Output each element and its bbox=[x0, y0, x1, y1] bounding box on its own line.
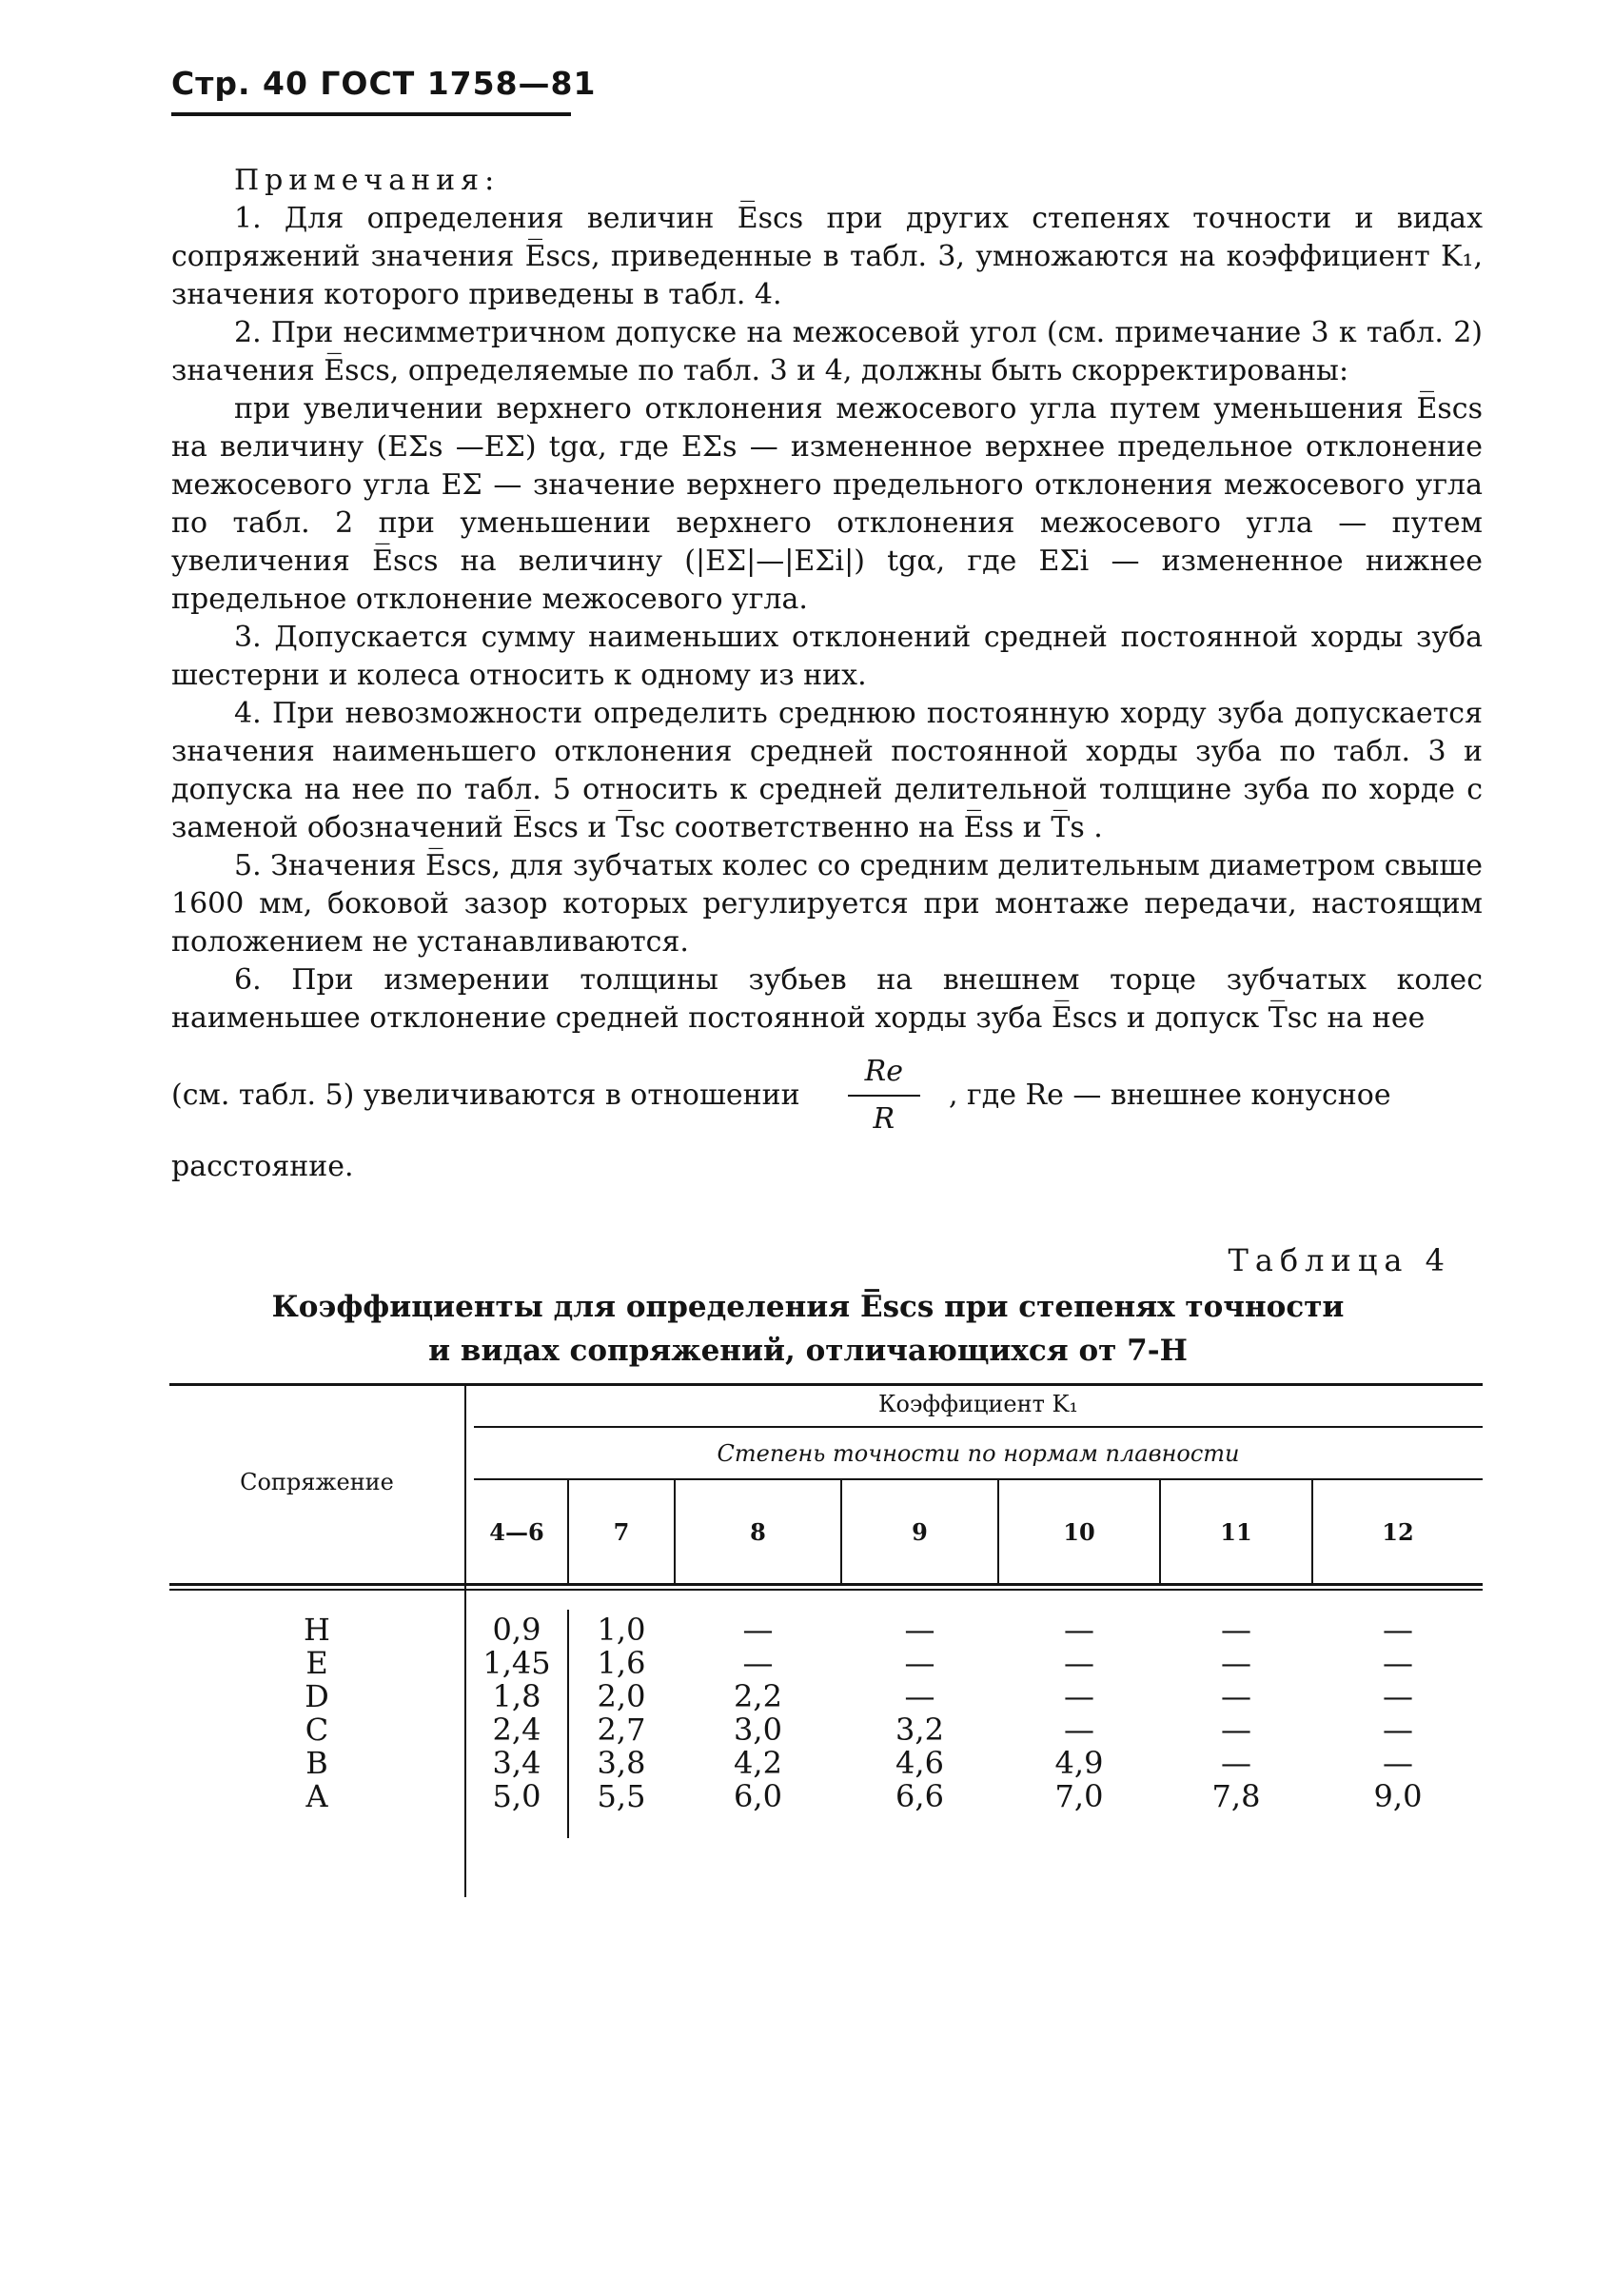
note-4: 4. При невозможности определить среднюю постоянную хорду зуба допускается значения наименьшего отклонения средней постоянной хорды зуба по табл. 3 и допуска на нее по табл. 5 относить к средней делительной толщине зуба по хорде с заменой обозначений E̅scs и T̅sc соответственно на E̅ss и T̅s . bbox=[171, 697, 1483, 844]
table-cell: 9,0 bbox=[1373, 1778, 1423, 1814]
ratio-fraction bbox=[848, 1053, 920, 1138]
table-rule-below-coef bbox=[474, 1426, 1483, 1428]
table-cell: 7,8 bbox=[1211, 1778, 1261, 1814]
table-cell: 3,2 bbox=[895, 1712, 944, 1748]
page-header: Стр. 40 ГОСТ 1758—81 bbox=[171, 65, 597, 102]
table-cell: 5,5 bbox=[597, 1778, 646, 1814]
note-6: 6. При измерении толщины зубьев на внешнем торце зубчатых колес наименьшее отклонение средней постоянной хорды зуба E̅scs и допуск T̅sc на нее bbox=[171, 963, 1483, 1035]
table-cell: — bbox=[1383, 1678, 1413, 1714]
table-cell: 1,8 bbox=[492, 1678, 541, 1714]
table-cell: 2,2 bbox=[734, 1678, 782, 1714]
note-6-ratio-text: (см. табл. 5) увеличиваются в отношении bbox=[171, 1079, 800, 1112]
table-cell: — bbox=[1221, 1712, 1251, 1748]
table-cell: 4,6 bbox=[895, 1745, 944, 1781]
col-header-9: 9 bbox=[912, 1518, 928, 1546]
table-cell: — bbox=[742, 1645, 774, 1681]
table-cell: 2,4 bbox=[492, 1712, 541, 1748]
col-header-12: 12 bbox=[1382, 1518, 1414, 1546]
row-label: В bbox=[305, 1745, 328, 1781]
note-1: 1. Для определения величин E̅scs при других степенях точности и видах сопряжений значения E̅scs, приведенные в табл. 3, умножаются на коэффициент K₁, значения которого приведены в табл. 4. bbox=[171, 202, 1483, 311]
table-cell: — bbox=[1221, 1645, 1251, 1681]
header-coefficient: Коэффициент K₁ bbox=[877, 1391, 1079, 1417]
table-row bbox=[169, 1713, 1483, 1747]
fraction-numerator: Re bbox=[848, 1053, 920, 1097]
table-cell: 6,6 bbox=[895, 1778, 944, 1814]
table-cell: — bbox=[1064, 1645, 1094, 1681]
table-row bbox=[169, 1680, 1483, 1713]
note-2: 2. При несимметричном допуске на межосевой угол (см. примечание 3 к табл. 2) значения E̅scs, определяемые по табл. 3 и 4, должны быть скорректированы: bbox=[171, 316, 1483, 387]
col-header-10: 10 bbox=[1063, 1518, 1095, 1546]
row-label: Е bbox=[305, 1645, 328, 1681]
table-row bbox=[169, 1647, 1483, 1680]
table-cell: — bbox=[742, 1612, 774, 1648]
table-title bbox=[171, 1285, 1445, 1373]
table-cell: 4,9 bbox=[1054, 1745, 1104, 1781]
notes-heading: Примечания: bbox=[234, 164, 501, 197]
table-cell: 7,0 bbox=[1054, 1778, 1104, 1814]
table-title-line-2: и видах сопряжений, отличающихся от 7-Н bbox=[428, 1334, 1188, 1368]
table-body bbox=[169, 1613, 1483, 1842]
note-6-end: расстояние. bbox=[171, 1150, 354, 1183]
table-cell: — bbox=[1064, 1678, 1094, 1714]
table-cell: 3,4 bbox=[492, 1745, 541, 1781]
note-6-ratio-tail: , где Re — внешнее конусное bbox=[948, 1079, 1391, 1112]
col-header-4-6: 4—6 bbox=[489, 1518, 544, 1546]
col-header-7: 7 bbox=[613, 1518, 630, 1546]
table-row bbox=[169, 1747, 1483, 1780]
table-cell: — bbox=[1221, 1612, 1251, 1648]
note-3: 3. Допускается сумму наименьших отклонений средней постоянной хорды зуба шестерни и колеса относить к одному из них. bbox=[171, 621, 1483, 692]
table-cell: — bbox=[904, 1612, 935, 1648]
table-cell: 2,7 bbox=[597, 1712, 646, 1748]
row-label: С bbox=[305, 1712, 329, 1748]
table-row bbox=[169, 1780, 1483, 1813]
table-rule-below-degree bbox=[474, 1478, 1483, 1480]
notes-section bbox=[171, 162, 1483, 1186]
table-cell: 6,0 bbox=[734, 1778, 782, 1814]
table-cell: — bbox=[1383, 1612, 1413, 1648]
table-cell: — bbox=[1383, 1645, 1413, 1681]
table-cell: — bbox=[1064, 1612, 1094, 1648]
table-cell: 1,0 bbox=[597, 1612, 646, 1648]
table-header-bottom-rule bbox=[169, 1583, 1483, 1586]
table-cell: — bbox=[1383, 1712, 1413, 1748]
table-label: Таблица 4 bbox=[1228, 1242, 1451, 1278]
col-header-8: 8 bbox=[750, 1518, 766, 1546]
row-label: А bbox=[305, 1778, 329, 1814]
table-top-rule bbox=[169, 1383, 1483, 1386]
table-cell: 3,0 bbox=[734, 1712, 782, 1748]
table-cell: 5,0 bbox=[492, 1778, 541, 1814]
table-row bbox=[169, 1613, 1483, 1647]
header-mating: Сопряжение bbox=[240, 1469, 394, 1495]
fraction-denominator: R bbox=[873, 1102, 895, 1136]
note-2-continuation: при увеличении верхнего отклонения межосевого угла путем уменьшения E̅scs на величину (EΣs —EΣ) tgα, где EΣs — измененное верхнее предельное отклонение межосевого угла EΣ — значение верхнего предельного отклонения межосевого угла по табл. 2 при уменьшении верхнего отклонения межосевого угла — путем увеличения E̅scs на величину (|EΣ|—|EΣi|) tgα, где EΣi — измененное нижнее предельное отклонение межосевого угла. bbox=[171, 392, 1483, 616]
table-cell: 0,9 bbox=[492, 1612, 541, 1648]
col-header-11: 11 bbox=[1220, 1518, 1252, 1546]
table-cell: 3,8 bbox=[597, 1745, 646, 1781]
table-cell: 1,45 bbox=[482, 1645, 551, 1681]
note-5: 5. Значения E̅scs, для зубчатых колес со средним делительным диаметром свыше 1600 мм, боковой зазор которых регулируется при монтаже передачи, настоящим положением не устанавливаются. bbox=[171, 849, 1483, 959]
table-cell: — bbox=[904, 1678, 935, 1714]
header-accuracy-degree: Степень точности по нормам плавности bbox=[717, 1440, 1240, 1467]
table-cell: — bbox=[1221, 1745, 1251, 1781]
table-cell: — bbox=[904, 1645, 935, 1681]
table-cell: 1,6 bbox=[597, 1645, 646, 1681]
table-cell: — bbox=[1064, 1712, 1094, 1748]
table-cell: 2,0 bbox=[597, 1678, 646, 1714]
table-cell: — bbox=[1221, 1678, 1251, 1714]
table-header-bottom-rule-2 bbox=[169, 1589, 1483, 1591]
row-label: Н bbox=[304, 1612, 330, 1648]
row-label: D bbox=[305, 1678, 329, 1714]
table-cell: 4,2 bbox=[734, 1745, 782, 1781]
table-cell: — bbox=[1383, 1745, 1413, 1781]
table-title-line-1: Коэффициенты для определения E̅scs при степенях точности bbox=[271, 1290, 1345, 1324]
header-rule bbox=[171, 112, 571, 116]
coefficients-table bbox=[169, 1383, 1483, 1897]
note-6-ratio-line bbox=[171, 1043, 1483, 1148]
